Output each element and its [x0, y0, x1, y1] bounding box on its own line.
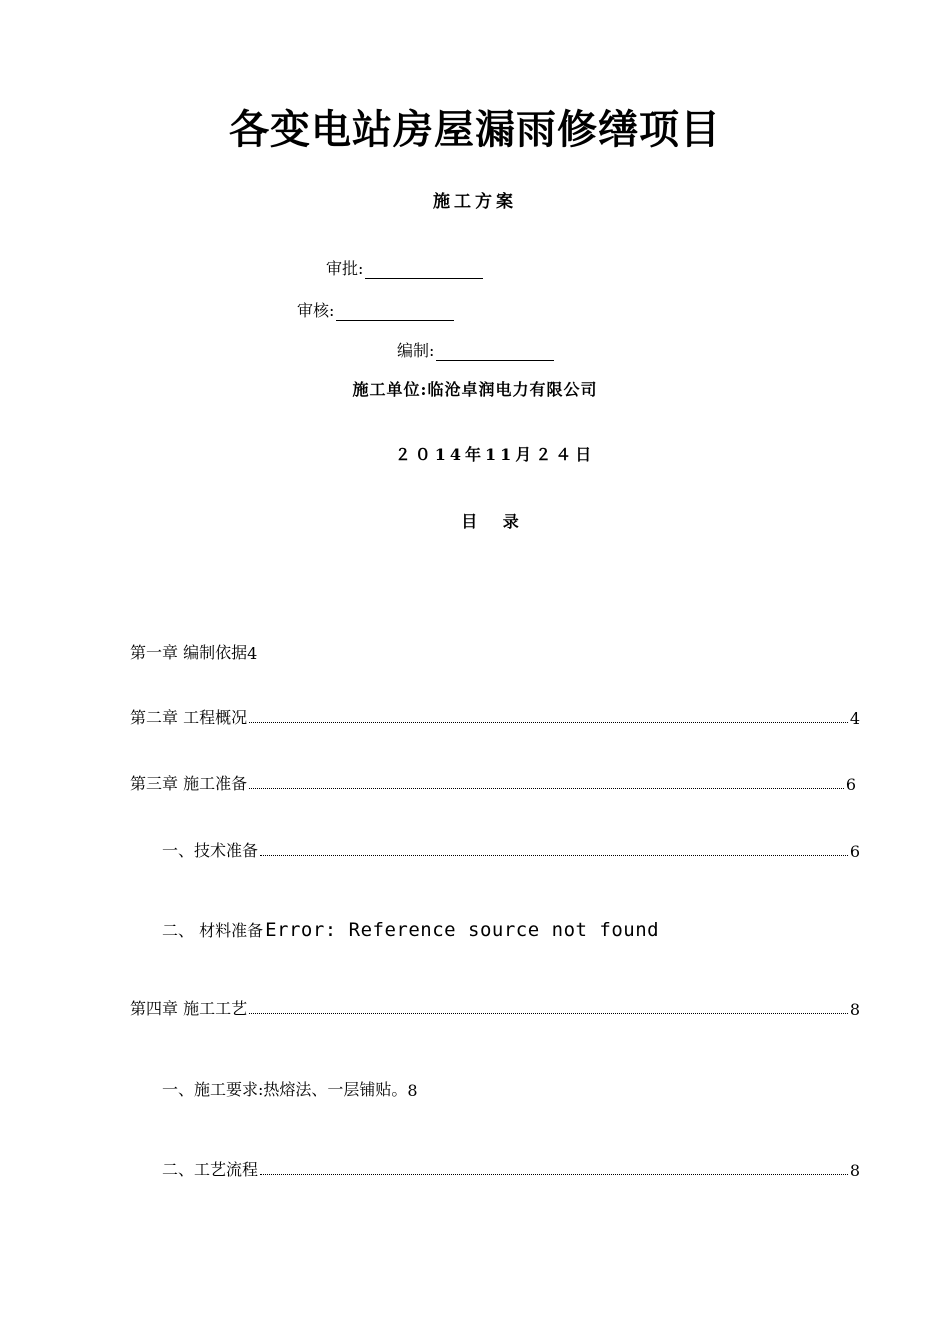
toc-entry-tech-prep[interactable]: [162, 839, 860, 861]
toc-entry-label: 一、施工要求:热熔法、一层铺贴。: [162, 1080, 408, 1099]
toc-title: 目 录: [461, 512, 529, 531]
toc-entry-label: 二、 材料准备: [162, 921, 264, 940]
toc-entry-page: 4: [247, 644, 258, 663]
toc-entry-chapter-3[interactable]: [130, 772, 856, 794]
prepare-blank: [436, 344, 554, 361]
toc-entry-label: 第一章 编制依据: [130, 643, 248, 662]
toc-entry-chapter-2[interactable]: [130, 706, 860, 728]
toc-dot-leader: [249, 788, 844, 789]
toc-entry-page: 8: [407, 1081, 418, 1100]
construction-company: 施工单位:临沧卓润电力有限公司: [352, 380, 598, 399]
prepare-line: [397, 338, 554, 361]
toc-entry-label: 二、工艺流程: [162, 1160, 259, 1179]
toc-reference-error: Error: Reference source not found: [265, 919, 660, 941]
toc-entry-page: 6: [845, 775, 856, 794]
toc-entry-page: 8: [849, 1000, 860, 1019]
toc-dot-leader: [260, 855, 848, 856]
review-line: [297, 298, 454, 321]
document-subtitle: 施工方案: [433, 192, 517, 212]
approve-blank: [365, 262, 483, 279]
toc-entry-construction-req[interactable]: [162, 1078, 418, 1100]
toc-entry-label: 一、技术准备: [162, 841, 259, 860]
toc-dot-leader: [249, 722, 848, 723]
toc-entry-material-prep[interactable]: [162, 915, 659, 941]
toc-dot-leader: [260, 1174, 848, 1175]
prepare-label: 编制:: [397, 341, 435, 360]
review-blank: [336, 304, 454, 321]
toc-entry-chapter-4[interactable]: [130, 997, 860, 1019]
review-label: 审核:: [297, 301, 335, 320]
toc-entry-page: 4: [849, 709, 860, 728]
toc-entry-process-flow[interactable]: [162, 1158, 860, 1180]
approve-line: [326, 256, 483, 279]
toc-entry-label: 第二章 工程概况: [130, 708, 248, 727]
toc-entry-page: 8: [849, 1161, 860, 1180]
toc-dot-leader: [249, 1013, 848, 1014]
toc-entry-page: 6: [849, 842, 860, 861]
toc-entry-label: 第三章 施工准备: [130, 774, 248, 793]
document-title: 各变电站房屋漏雨修缮项目: [229, 106, 721, 153]
document-date: ２０14年11月２４日: [394, 445, 596, 464]
toc-entry-label: 第四章 施工工艺: [130, 999, 248, 1018]
approve-label: 审批:: [326, 259, 364, 278]
toc-entry-chapter-1[interactable]: [130, 641, 257, 663]
